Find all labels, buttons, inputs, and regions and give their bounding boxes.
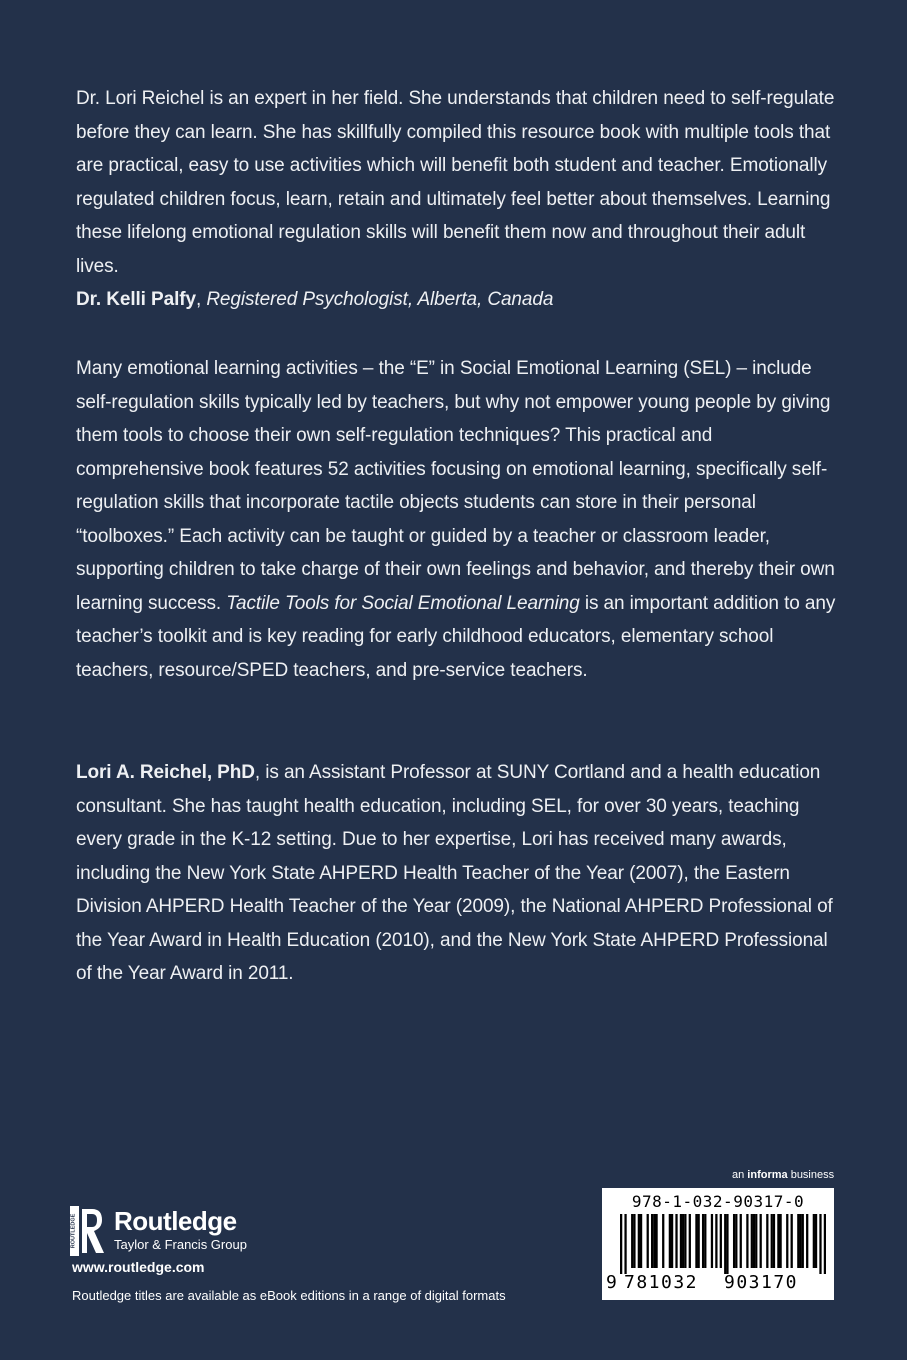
author-bio-paragraph [76,756,841,991]
barcode-bar [640,1214,642,1268]
barcode-bar [819,1214,821,1274]
barcode-bar [824,1214,826,1274]
barcode-bar [620,1214,622,1274]
barcode-bar [698,1214,700,1268]
informa-tagline [732,1169,834,1181]
barcode-bar [791,1214,793,1268]
barcode-bar [715,1214,717,1268]
barcode-bar [655,1214,657,1268]
barcode-bar [662,1214,664,1268]
barcode-bar [704,1214,706,1268]
barcode-bar [806,1214,808,1268]
barcode-bar [777,1214,779,1268]
publisher-url[interactable]: www.routledge.com [72,1259,205,1275]
barcode-bar [760,1214,762,1268]
barcode-bar [751,1214,753,1268]
barcode-bar [675,1214,677,1268]
barcode-bar [633,1214,635,1268]
barcode-bars [620,1214,826,1274]
barcode-bar [753,1214,755,1268]
barcode-bar [689,1214,691,1268]
barcode-digits-right: 903170 [724,1272,799,1293]
book-description [76,352,841,687]
barcode-bar [647,1214,649,1268]
informa-suffix: business [787,1169,835,1181]
barcode-bar [684,1214,686,1268]
book-title: Tactile Tools for Social Emotional Learning [226,592,580,614]
barcode-bar [726,1214,728,1274]
routledge-logo-lettering: ROUTLEDGE [70,1213,77,1249]
isbn-number: 978-1-032-90317-0 [631,1192,805,1211]
barcode-bar [799,1214,801,1268]
endorser-name: Dr. Kelli Palfy [76,289,196,310]
barcode-bar [746,1214,748,1268]
publisher-name: Routledge [114,1206,237,1236]
routledge-logo-icon [70,1206,106,1256]
barcode-bar [766,1214,768,1268]
barcode-bar [802,1214,804,1268]
barcode-bar [695,1214,697,1268]
barcode-bar [653,1214,655,1268]
publisher-group: Taylor & Francis Group [114,1237,247,1252]
barcode-bar [671,1214,673,1268]
barcode-bar [682,1214,684,1268]
ebook-note: Routledge titles are available as eBook editions in a range of digital formats [72,1288,506,1303]
informa-brand: informa [747,1169,788,1181]
informa-prefix: an [732,1169,748,1181]
description-part-2: is an important addition to any teacher’s toolkit and is key reading for early childhood educators, elementary school teachers, resource/SPED teachers, and pre-service teachers. [76,592,836,681]
barcode-bar [786,1214,788,1268]
barcode-bar [773,1214,775,1268]
author-bio [76,756,841,991]
barcode-bar [711,1214,713,1268]
barcode-bar [771,1214,773,1268]
barcode-bar [813,1214,815,1268]
barcode-bar [624,1214,626,1274]
barcode-bar [651,1214,653,1268]
author-name: Lori A. Reichel, PhD [76,762,255,783]
barcode-bar [720,1214,722,1268]
barcode-bar [638,1214,640,1268]
endorsement-block [76,82,841,317]
barcode-bar [680,1214,682,1268]
barcode-bar [733,1214,735,1268]
endorser-separator: , [195,289,207,310]
barcode-bar [779,1214,781,1268]
barcode-bar [797,1214,799,1268]
barcode-bar [815,1214,817,1268]
author-bio-text: , is an Assistant Professor at SUNY Cortland and a health education consultant. She has taught health education, including SEL, for over 30 years, teaching every grade in the K-12 setting. Due to her expertise, Lori has received many awards, including the New York State AHPERD Health Teacher of the Year (2007), the Eastern Division AHPERD Health Teacher of the Year (2009), the National AHPERD Professional of the Year Award in Health Education (2010), and the New York State AHPERD Professional of the Year Award in 2011. [76,762,833,984]
description-part-1: Many emotional learning activities – the “E” in Social Emotional Learning (SEL) – include self-regulation skills typically led by teachers, but why not empower young people by giving them tools to choose their own self-regulation techniques? This practical and comprehensive book features 52 activities focusing on emotional learning, specifically self-regulation skills that incorporate tactile objects students can store in their personal “toolboxes.” Each activity can be taught or guided by a teacher or classroom leader, supporting children to take charge of their own feelings and behavior, and thereby their own learning success. [76,358,835,614]
barcode-bar [735,1214,737,1268]
description-paragraph [76,352,841,687]
barcode-digit-first: 9 [606,1272,617,1293]
endorser-title: Registered Psychologist, Alberta, Canada [206,289,554,310]
barcode-bar [740,1214,742,1268]
endorsement-quote [76,82,841,317]
barcode-bar [669,1214,671,1268]
barcode-bar [755,1214,757,1268]
barcode-digits-left: 781032 [624,1272,699,1293]
barcode-bar [724,1214,726,1274]
isbn-barcode [602,1188,834,1300]
barcode-bar [631,1214,633,1268]
barcode-bar [702,1214,704,1268]
endorsement-text: Dr. Lori Reichel is an expert in her field. She understands that children need to self-regulate before they can learn. She has skillfully compiled this resource book with multiple tools that are practical, easy to use activities which will benefit both student and teacher. Emotionally regulated children focus, learn, retain and ultimately feel better about themselves. Learning these lifelong emotional regulation skills will benefit them now and throughout their adult lives. [76,88,835,277]
